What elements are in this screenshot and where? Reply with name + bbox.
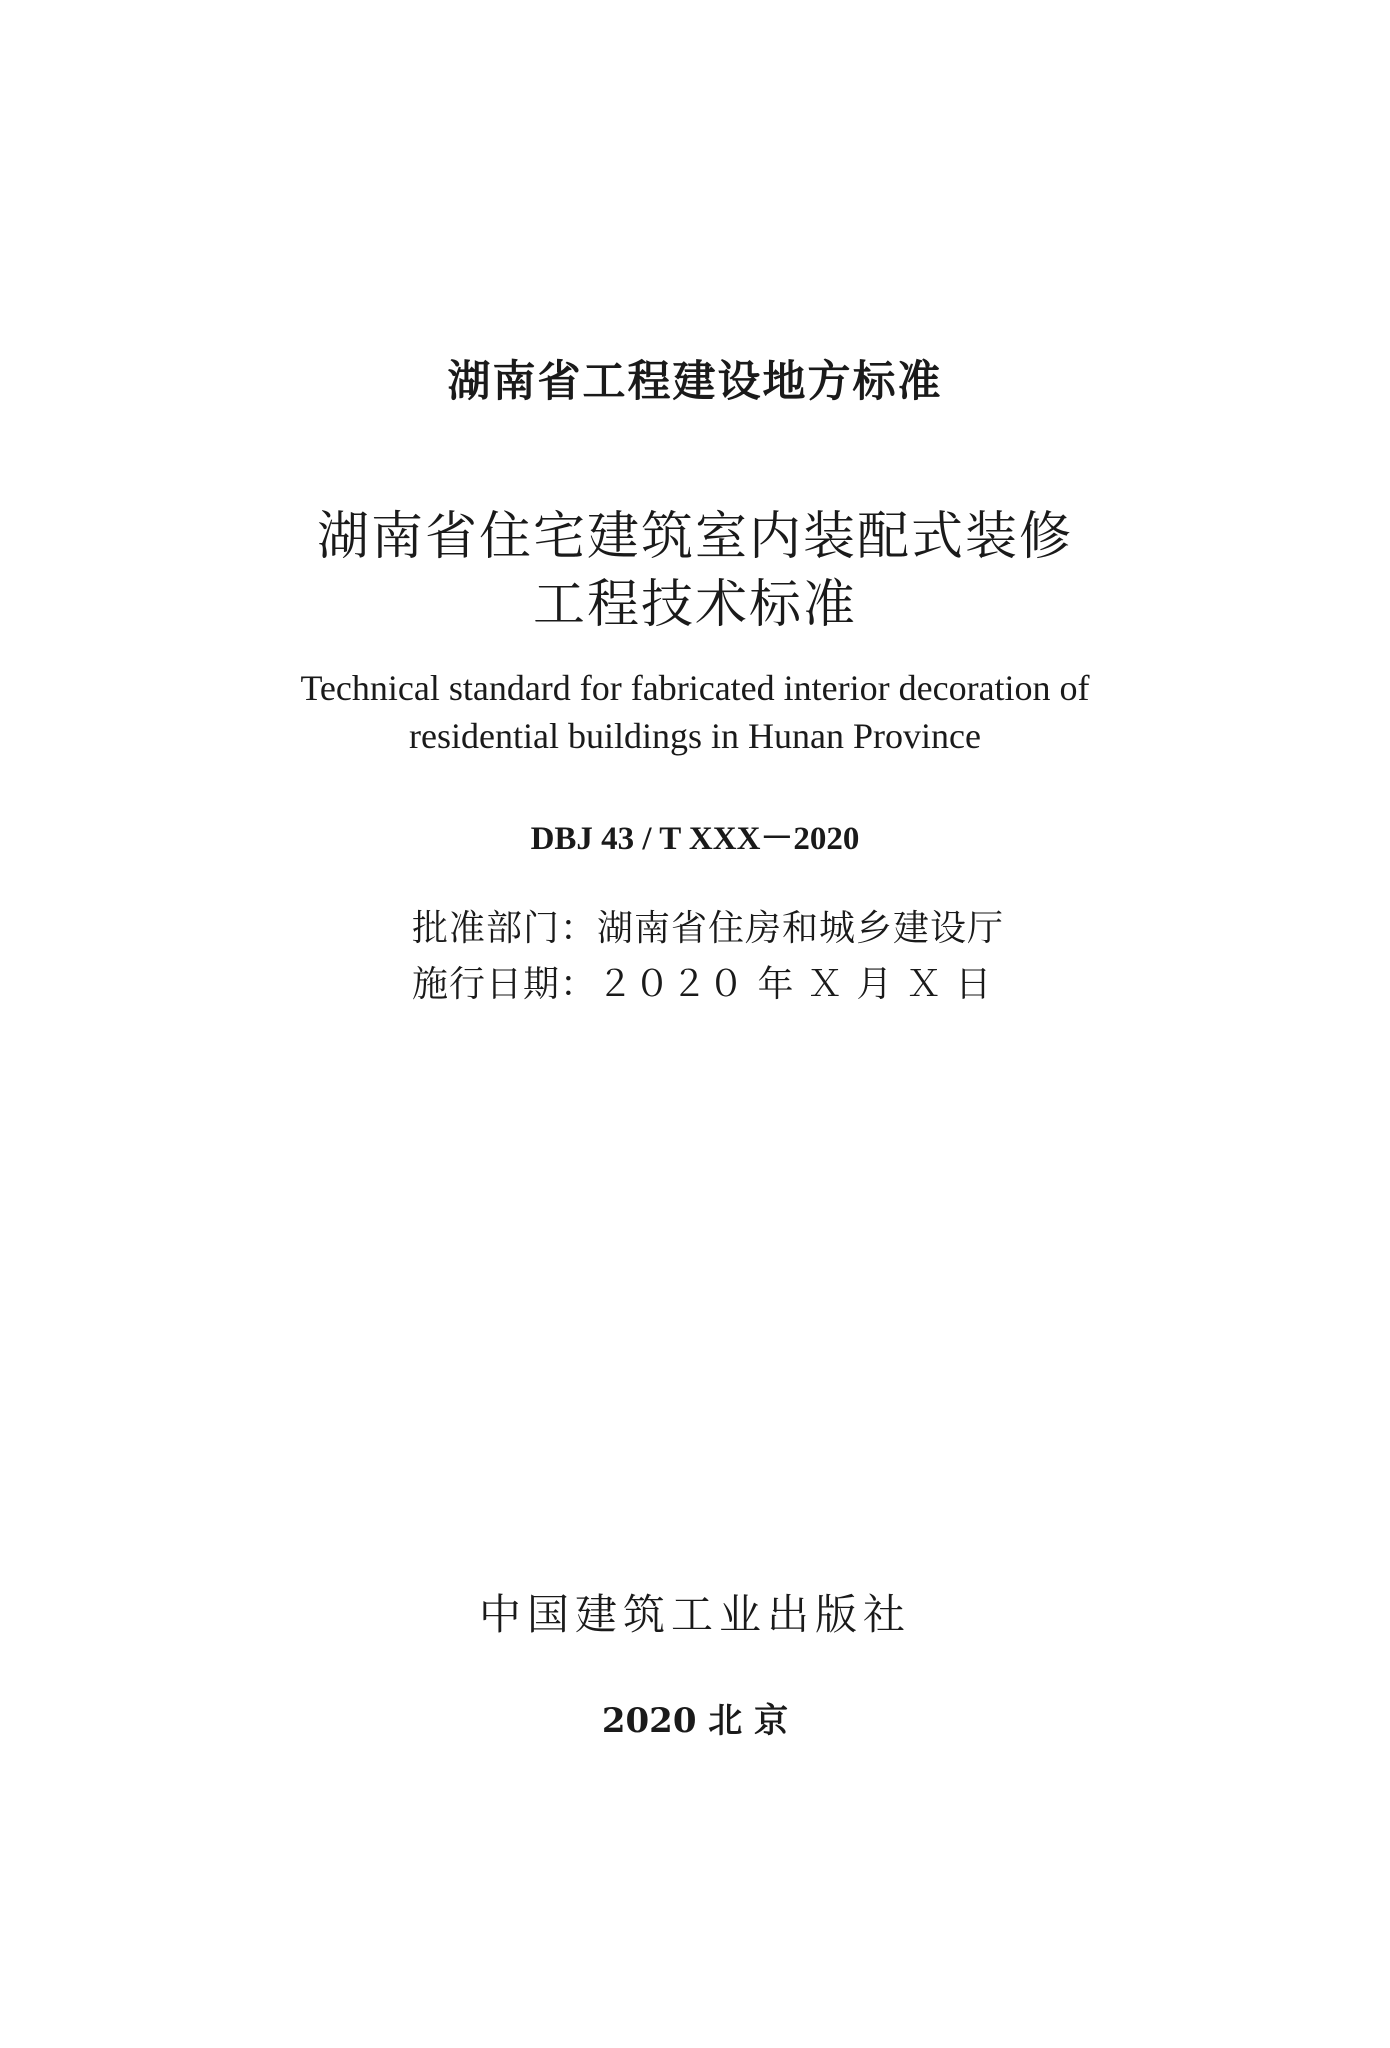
publication-year-place: 2020 北 京: [601, 1701, 789, 1741]
approval-department: 批准部门：湖南省住房和城乡建设厅: [412, 908, 1005, 949]
publisher-name: 中国建筑工业出版社: [478, 1590, 911, 1639]
effective-date: 施行日期：２０２０ 年 Ｘ 月 Ｘ 日: [412, 964, 993, 1005]
english-title-line-1: Technical standard for fabricated interior decoration of: [300, 668, 1090, 708]
standard-code: DBJ 43 / T XXX－2020: [530, 821, 860, 857]
standard-series-heading: 湖南省工程建设地方标准: [447, 357, 943, 407]
chinese-title-line-2: 工程技术标准: [532, 575, 857, 635]
english-title-line-2: residential buildings in Hunan Province: [409, 716, 981, 756]
chinese-title-line-1: 湖南省住宅建筑室内装配式装修: [316, 507, 1073, 567]
